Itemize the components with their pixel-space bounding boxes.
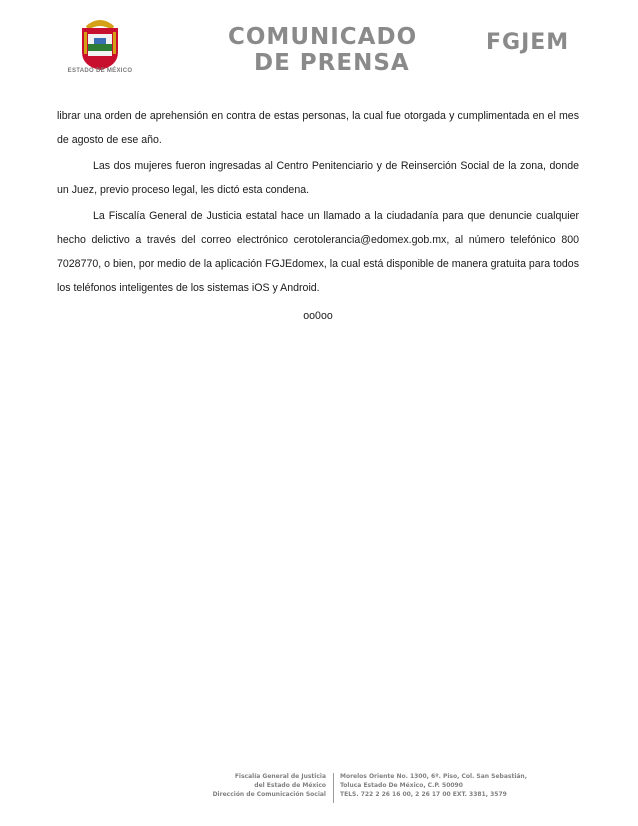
title-line-2: DE PRENSA [254, 50, 410, 76]
footer-address-line: Morelos Oriente No. 1300, 6º. Piso, Col. San Sebastián, [340, 773, 527, 780]
footer-address [340, 772, 527, 799]
footer-address-line: TELS. 722 2 26 16 00, 2 26 17 00 EXT. 3381, 3579 [340, 791, 507, 798]
page-footer [176, 772, 527, 806]
footer-org-line: del Estado de México [254, 782, 326, 789]
paragraph-1: librar una orden de aprehensión en contra de estas personas, la cual fue otorgada y cumplimentada en el mes de agosto de ese año. [57, 110, 579, 146]
footer-divider [333, 773, 334, 803]
footer-address-line: Toluca Estado De México, C.P. 50090 [340, 782, 463, 789]
footer-organization [176, 772, 326, 799]
footer-org-line: Fiscalía General de Justicia [234, 773, 326, 780]
logo-caption: ESTADO DE MÉXICO [67, 68, 133, 74]
page-header [0, 0, 638, 95]
document-body [57, 104, 579, 330]
org-acronym: FGJEM [486, 30, 570, 55]
footer-org-line: Dirección de Comunicación Social [212, 791, 326, 798]
paragraph-2: Las dos mujeres fueron ingresadas al Centro Penitenciario y de Reinserción Social de la zona, donde un Juez, previo proceso legal, les dictó esta condena. [57, 160, 579, 196]
closing-mark: oo0oo [303, 310, 333, 322]
press-release-title [228, 24, 428, 76]
title-line-1: COMUNICADO [228, 24, 418, 50]
paragraph-3: La Fiscalía General de Justicia estatal hace un llamado a la ciudadanía para que denuncie cualquier hecho delictivo a través del correo electrónico cerotolerancia@edomex.gob.mx, al número telefónico 800 7028770, o bien, por medio de la aplicación FGJEdomex, la cual está disponible de manera gratuita para todos los teléfonos inteligentes de los sistemas iOS y Android. [57, 210, 579, 294]
